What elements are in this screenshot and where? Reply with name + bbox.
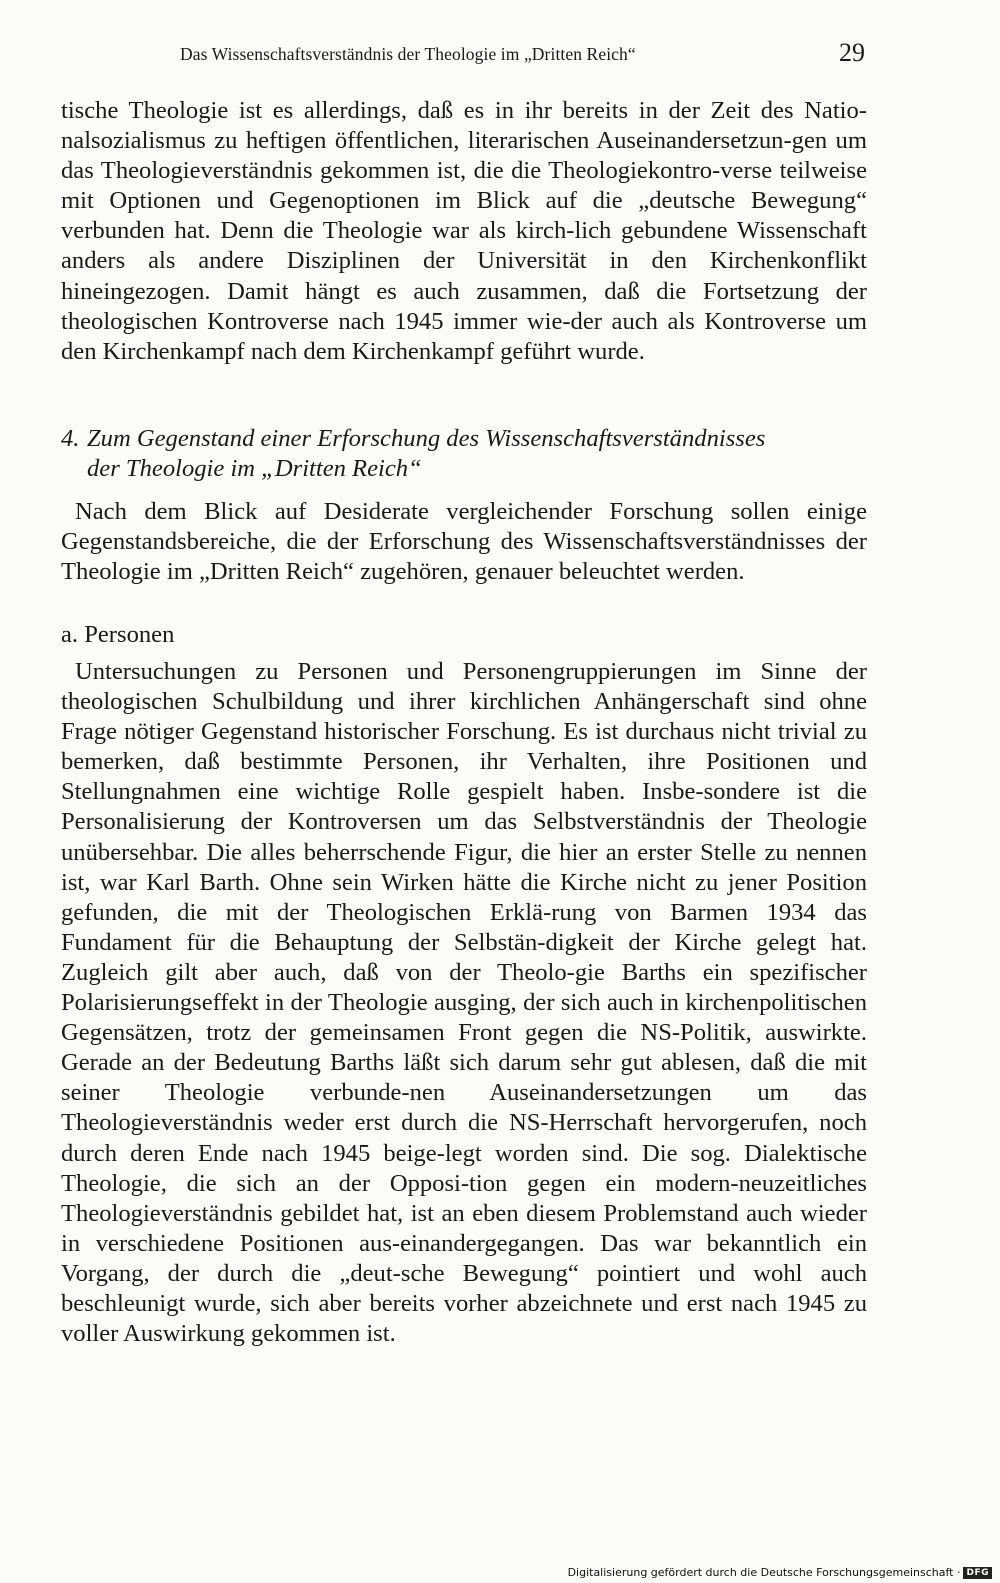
running-head: Das Wissenschaftsverständnis der Theologie im „Dritten Reich“ (180, 44, 636, 64)
section-number: 4. (61, 425, 80, 452)
body-paragraph-3 (61, 657, 867, 1349)
paragraph-text: tische Theologie ist es allerdings, daß es in ihr bereits in der Zeit des Natio-nalsozialismus zu heftigen öffentlichen, literarischen Auseinandersetzun-gen um das Theologieverständnis gekommen ist, die die Theologiekontro-verse teilweise mit Optionen und Gegenoptionen im Blick auf die „deutsche Bewegung“ verbunden hat. Denn die Theologie war als kirch-lich gebundene Wissenschaft anders als andere Disziplinen der Universität in den Kirchenkonflikt hineingezogen. Damit hängt es auch zusammen, daß die Fortsetzung der theologischen Kontroverse nach 1945 immer wie-der auch als Kontroverse um den Kirchenkampf nach dem Kirchenkampf geführt wurde. (61, 97, 867, 365)
dfg-logo: DFG (963, 1567, 992, 1579)
footer-credit: Digitalisierung gefördert durch die Deutsche Forschungsgemeinschaft · (567, 1566, 961, 1579)
digitization-footer (568, 1566, 992, 1579)
subsection-heading: a. Personen (61, 621, 175, 648)
paragraph-text: Nach dem Blick auf Desiderate vergleichender Forschung sollen einige Gegenstandsbereiche, die der Erforschung des Wissenschaftsverständnisses der Theologie im „Dritten Reich“ zugehören, genauer beleuchtet werden. (61, 498, 867, 586)
body-paragraph-1 (61, 96, 867, 367)
section-heading-line-1: Zum Gegenstand einer Erforschung des Wissenschaftsverständnisses (87, 425, 766, 452)
paragraph-text: Untersuchungen zu Personen und Personengruppierungen im Sinne der theologischen Schulbildung und ihrer kirchlichen Anhängerschaft sind ohne Frage nötiger Gegenstand historischer Forschung. Es ist durchaus nicht trivial zu bemerken, daß bestimmte Personen, ihr Verhalten, ihre Positionen und Stellungnahmen eine wichtige Rolle gespielt haben. Insbe-sondere ist die Personalisierung der Kontroversen um das Selbstverständnis der Theologie unübersehbar. Die alles beherrschende Figur, die hier an erster Stelle zu nennen ist, war Karl Barth. Ohne sein Wirken hätte die Kirche nicht zu jener Position gefunden, die mit der Theologischen Erklä-rung von Barmen 1934 das Fundament für die Behauptung der Selbstän-digkeit der Kirche gelegt hat. Zugleich gilt aber auch, daß von der Theolo-gie Barths ein spezifischer Polarisierungseffekt in der Theologie ausging, der sich auch in kirchenpolitischen Gegensätzen, trotz der gemeinsamen Front gegen die NS-Politik, auswirkte. Gerade an der Bedeutung Barths läßt sich darum sehr gut ablesen, daß die mit seiner Theologie verbunde-nen Auseinandersetzungen um das Theologieverständnis weder erst durch die NS-Herrschaft hervorgerufen, noch durch deren Ende nach 1945 beige-legt worden sind. Die sog. Dialektische Theologie, die sich an der Opposi-tion gegen ein modern-neuzeitliches Theologieverständnis gebildet hat, ist an eben diesem Problemstand auch wieder in verschiedene Positionen aus-einandergegangen. Das war bekanntlich ein Vorgang, der durch die „deut-sche Bewegung“ pointiert und wohl auch beschleunigt wurde, sich aber bereits vorher abzeichnete und erst nach 1945 zu voller Auswirkung gekommen ist. (61, 658, 867, 1348)
section-heading-line-2: der Theologie im „Dritten Reich“ (87, 455, 422, 483)
page-number: 29 (839, 38, 865, 67)
section-heading (61, 424, 867, 484)
body-paragraph-2 (61, 497, 867, 587)
